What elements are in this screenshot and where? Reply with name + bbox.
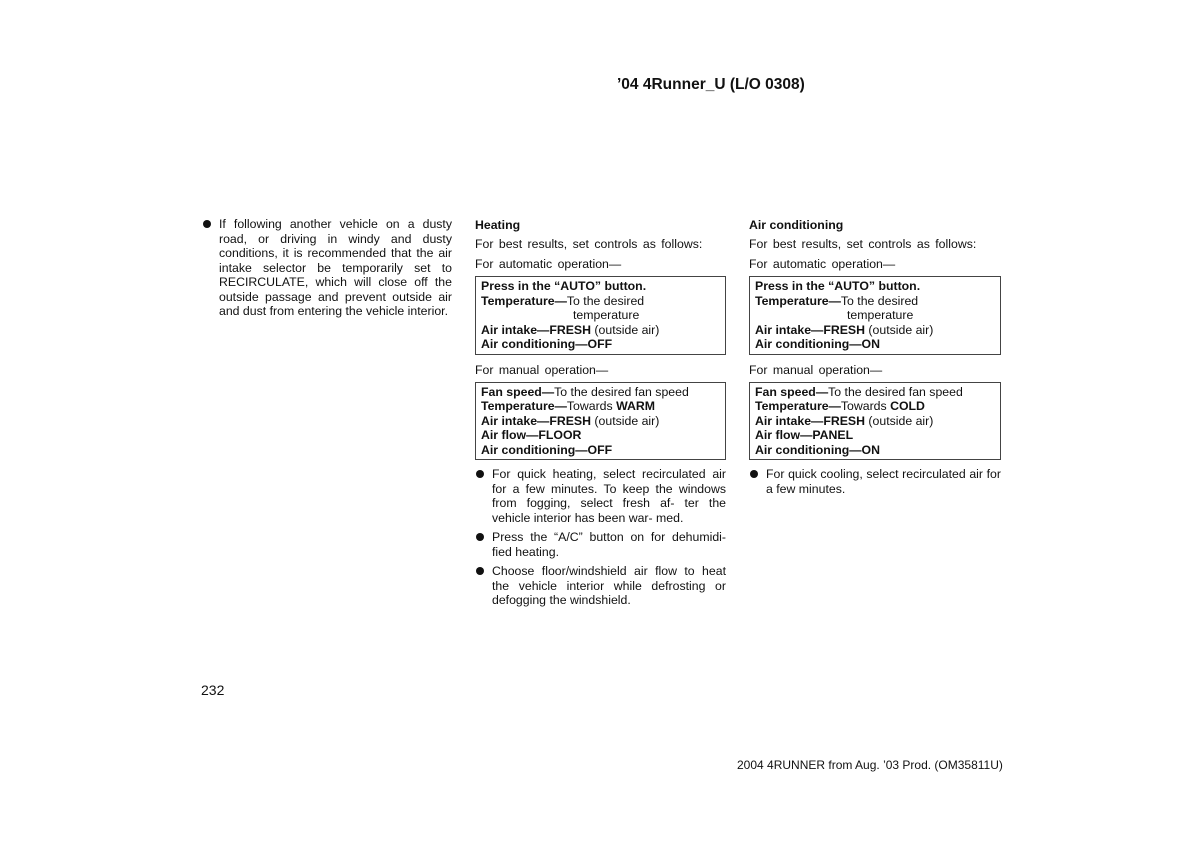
intake-label: Air intake—FRESH (755, 413, 866, 428)
left-column (202, 217, 452, 324)
temp-label: Temperature— (481, 293, 567, 308)
heating-column (475, 217, 726, 613)
auto-label: For automatic operation— (475, 257, 622, 271)
temp-value: To the desired (566, 293, 645, 308)
bullet-icon (476, 567, 484, 575)
manual-settings-box (749, 382, 1001, 461)
list-item (475, 467, 726, 525)
temp-label: Temperature— (755, 399, 841, 413)
fan-label: Fan speed— (481, 384, 555, 399)
temp-label: Temperature— (481, 399, 567, 413)
bullet-icon (203, 220, 211, 228)
bullet-text: For quick cooling, select recirculated air for a few minutes. (766, 467, 1001, 496)
intake-label: Air intake—FRESH (481, 413, 592, 428)
ac-column (749, 217, 1001, 501)
flow-setting: Air flow—PANEL (755, 428, 854, 442)
temp-value: Towards (566, 399, 617, 413)
ac-setting: Air conditioning—OFF (481, 337, 613, 351)
bullet-icon (750, 470, 758, 478)
intro-text: For best results, set controls as follows: (749, 237, 977, 251)
manual-label: For manual operation— (749, 362, 883, 377)
ac-setting: Air conditioning—ON (755, 337, 881, 351)
temp-value-cont: temperature (847, 308, 914, 322)
intake-note: (outside air) (865, 322, 934, 337)
list-item (475, 564, 726, 608)
auto-instruction: Press in the “AUTO” button. (755, 279, 921, 293)
bullet-text: If following another vehicle on a dusty road, or driving in windy and dusty conditions, it is recommended that the air intake selector be temporarily set to RECIRCULATE, which will close off the outside passage and prevent outside air and dust from entering the vehicle interior. (219, 217, 452, 318)
section-title-heating: Heating (475, 218, 521, 232)
page-footer: 2004 4RUNNER from Aug. ’03 Prod. (OM35811U) (737, 758, 1003, 772)
auto-instruction: Press in the “AUTO” button. (481, 279, 647, 293)
page-header: ’04 4Runner_U (L/O 0308) (617, 76, 805, 93)
flow-setting: Air flow—FLOOR (481, 428, 582, 442)
auto-settings-box (749, 276, 1001, 355)
bullet-text: Choose floor/windshield air flow to heat the vehicle interior while defrosting or defogging the windshield. (492, 564, 726, 607)
bullet-icon (476, 470, 484, 478)
temp-value-cont: temperature (573, 308, 640, 322)
fan-value: To the desired fan speed (828, 384, 963, 399)
intake-note: (outside air) (591, 322, 660, 337)
intake-note: (outside air) (591, 413, 660, 428)
ac-setting: Air conditioning—ON (755, 442, 881, 457)
list-item (202, 217, 452, 319)
temp-value: To the desired (840, 293, 919, 308)
auto-settings-box (475, 276, 726, 355)
intro-text: For best results, set controls as follows: (475, 237, 703, 251)
temp-value: Towards (840, 399, 891, 413)
manual-settings-box (475, 382, 726, 461)
bullet-text: For quick heating, select recirculated air for a few minutes. To keep the windows from fogging, select fresh af- ter the vehicle interior has been war- med. (492, 467, 726, 525)
list-item (749, 467, 1001, 496)
bullet-text: Press the “A/C” button on for dehumidi- fied heating. (492, 530, 726, 559)
intake-label: Air intake—FRESH (755, 322, 866, 337)
temp-strong: WARM (616, 399, 656, 413)
intake-label: Air intake—FRESH (481, 322, 592, 337)
list-item (475, 530, 726, 559)
section-title-ac: Air conditioning (749, 218, 844, 232)
fan-value: To the desired fan speed (554, 384, 689, 399)
intake-note: (outside air) (865, 413, 934, 428)
ac-setting: Air conditioning—OFF (481, 442, 613, 457)
page-number: 232 (201, 682, 225, 698)
auto-label: For automatic operation— (749, 257, 896, 271)
fan-label: Fan speed— (755, 384, 829, 399)
temp-strong: COLD (890, 399, 925, 413)
temp-label: Temperature— (755, 293, 841, 308)
manual-label: For manual operation— (475, 362, 609, 377)
bullet-icon (476, 533, 484, 541)
